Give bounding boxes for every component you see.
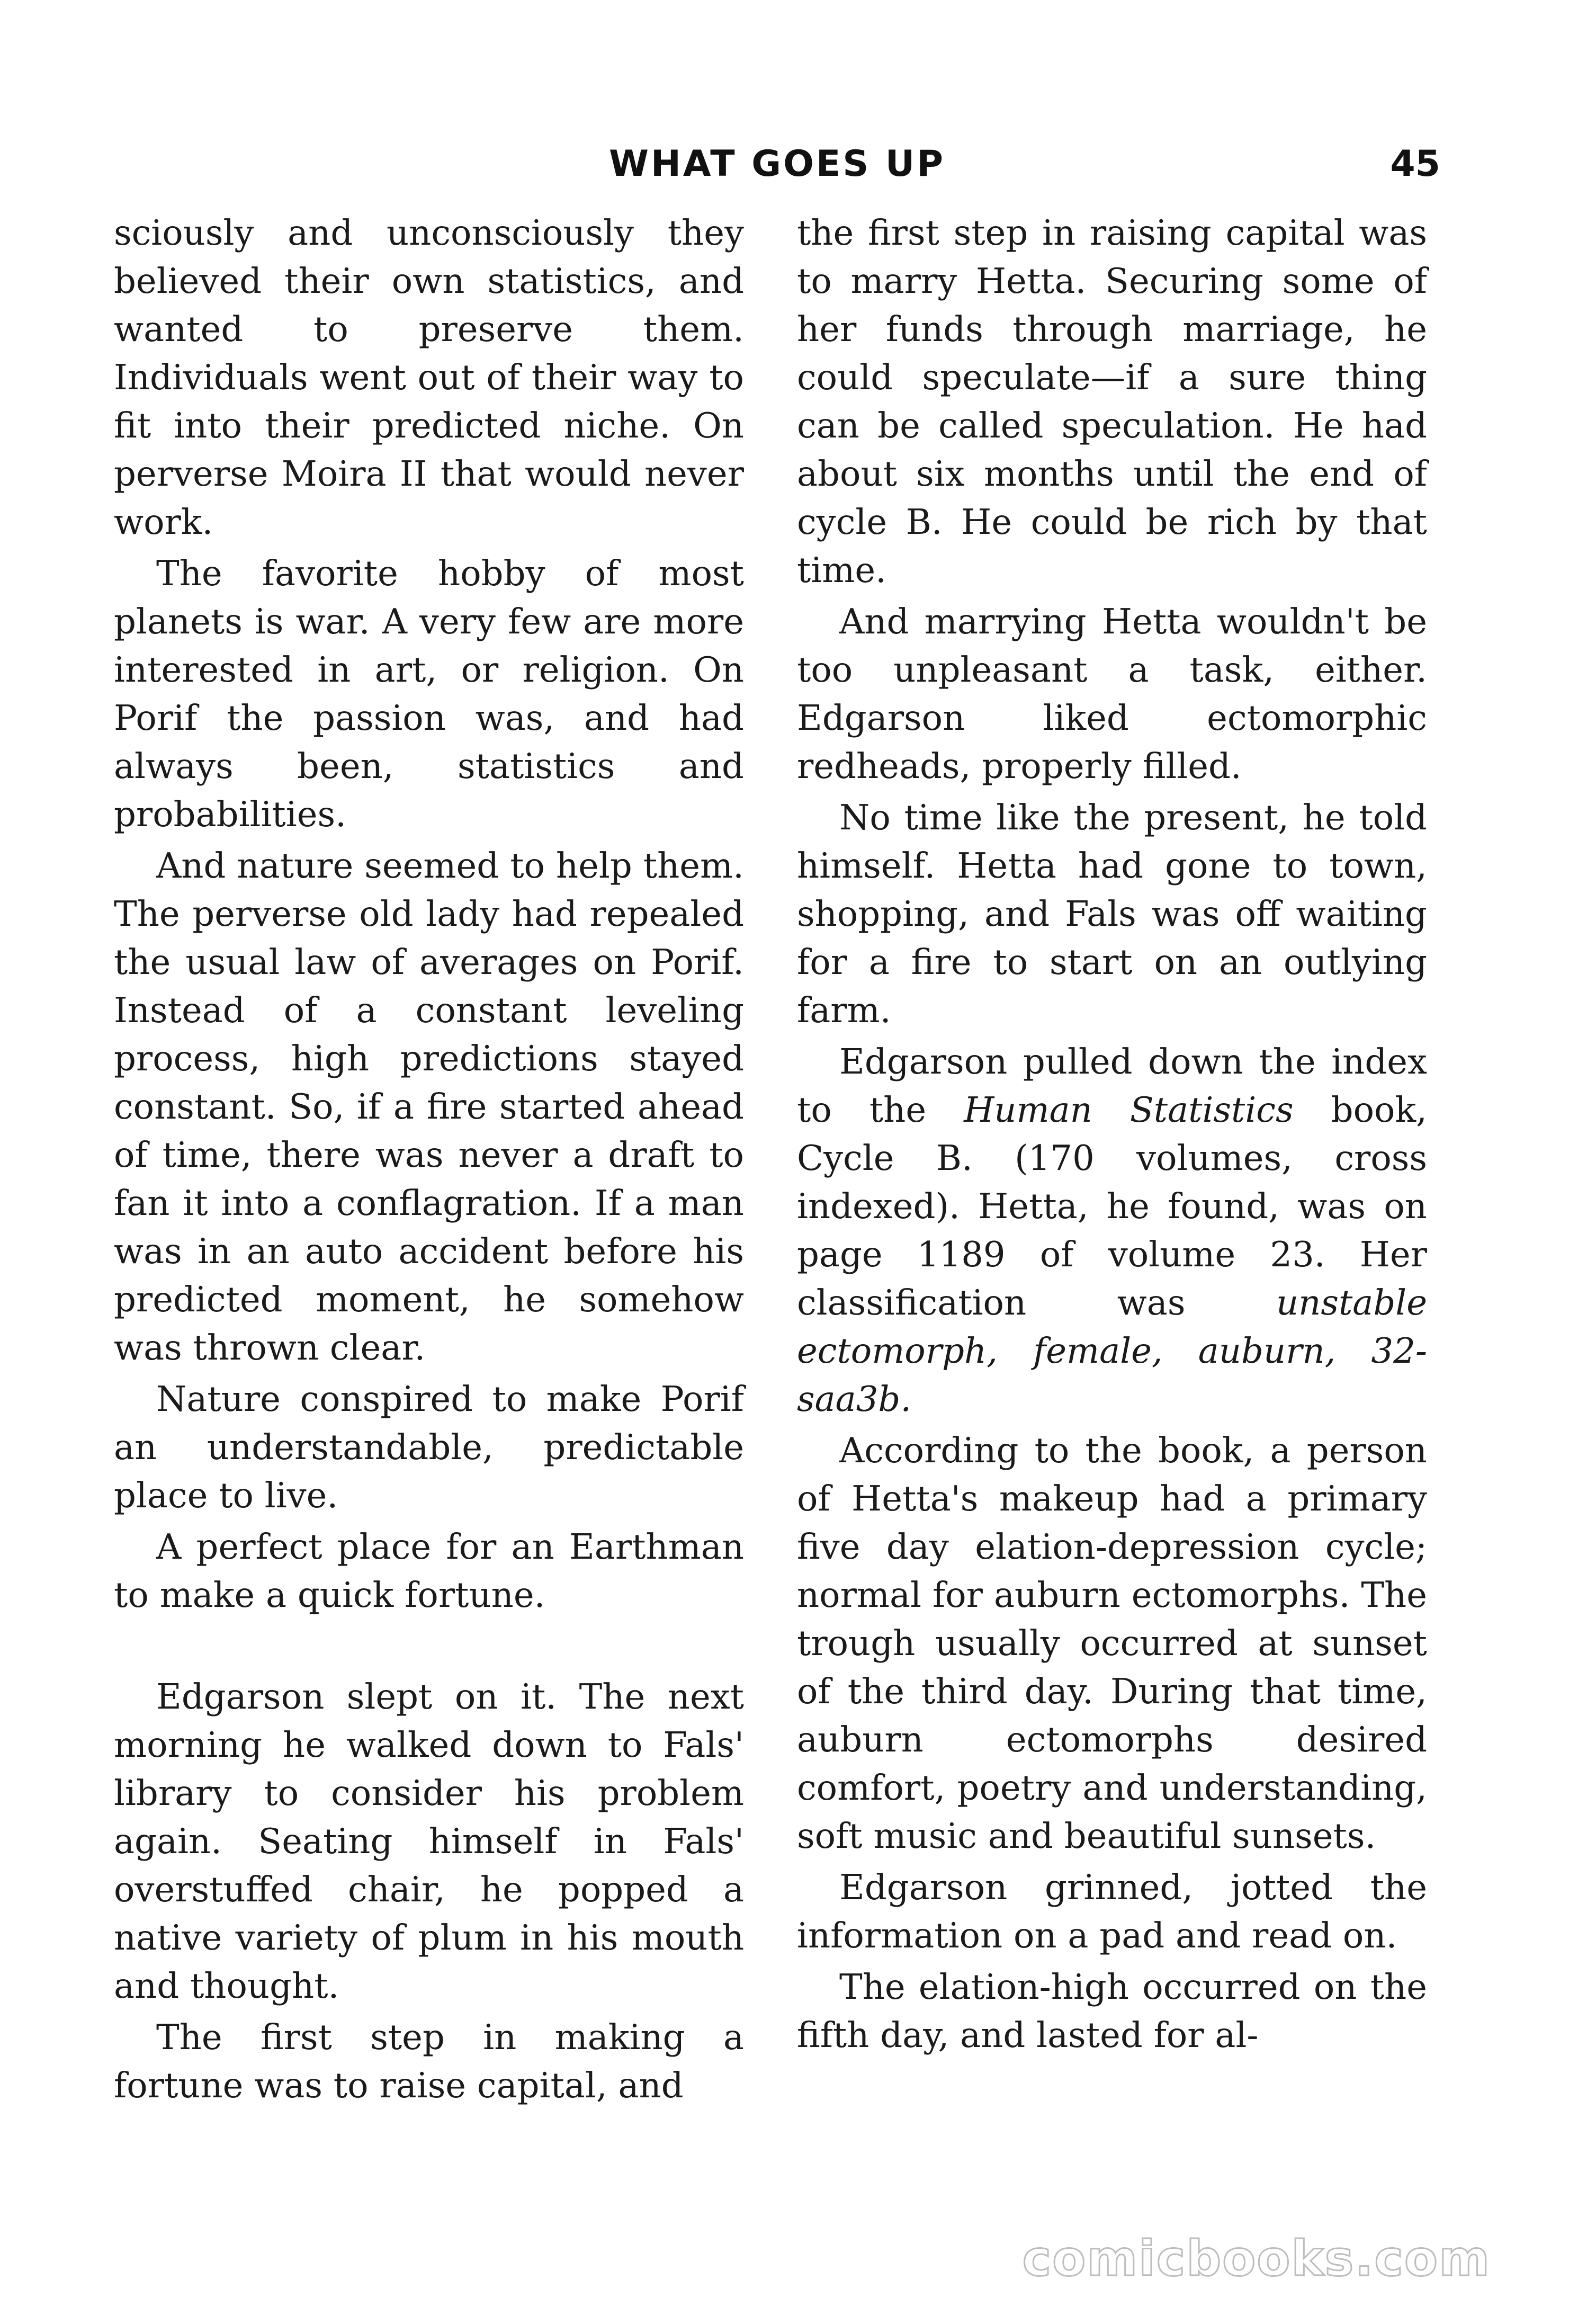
classification-text: unstable ectomorph, female, auburn, 32-saa3b. bbox=[797, 1283, 1427, 1419]
paragraph: And nature seemed to help them. The perverse old lady had repealed the usual law of averages on Porif. Instead of a constant leveling process, high predictions stayed constant. So, if a fire started ahead of time, there was never a draft to fan it into a conflagration. If a man was in an auto accident before his predicted moment, he somehow was thrown clear. bbox=[114, 846, 744, 1368]
paragraph: the first step in raising capital was to marry Hetta. Securing some of her funds through marriage, he could speculate—if a sure thing can be called speculation. He had about six months until the end of cycle B. He could be rich by that time. bbox=[797, 213, 1427, 591]
running-head: WHAT GOES UP bbox=[608, 143, 946, 185]
paragraph: No time like the present, he told himself. Hetta had gone to town, shopping, and Fals was off waiting for a fire to start on an outlying farm. bbox=[797, 798, 1427, 1031]
paragraph: The favorite hobby of most planets is war. A very few are more interested in art, or religion. On Porif the passion was, and had always been, statistics and probabilities. bbox=[114, 553, 744, 835]
text-run: book, Cycle B. (170 volumes, cross indexed). Hetta, he found, was on page 1189 of volume 23. Her classification was bbox=[797, 1090, 1427, 1323]
paragraph: Edgarson grinned, jotted the information on a pad and read on. bbox=[797, 1867, 1427, 1956]
left-column bbox=[114, 209, 744, 2113]
paragraph: A perfect place for an Earthman to make a quick fortune. bbox=[114, 1527, 744, 1615]
right-column bbox=[797, 209, 1427, 2063]
paragraph: Nature conspired to make Porif an understandable, predictable place to live. bbox=[114, 1379, 744, 1516]
text-run: Edgarson pulled down the index to the bbox=[797, 1042, 1427, 1130]
section-break bbox=[114, 1623, 744, 1673]
watermark-logo: comicbooks.com bbox=[1022, 2230, 1491, 2287]
paragraph: sciously and unconsciously they believed their own statistics, and wanted to preserve them. Individuals went out of their way to fit into their predicted niche. On perverse Moira II that would never work. bbox=[114, 213, 744, 542]
page-header bbox=[114, 143, 1440, 196]
paragraph: The elation-high occurred on the fifth day, and lasted for al- bbox=[797, 1967, 1427, 2055]
paragraph bbox=[797, 1038, 1427, 1424]
paragraph: The first step in making a fortune was to raise capital, and bbox=[114, 2017, 744, 2106]
paragraph: And marrying Hetta wouldn't be too unpleasant a task, either. Edgarson liked ectomorphic redheads, properly filled. bbox=[797, 602, 1427, 786]
paragraph: Edgarson slept on it. The next morning he walked down to Fals' library to consider his problem again. Seating himself in Fals' overstuffed chair, he popped a native variety of plum in his mouth and thought. bbox=[114, 1677, 744, 2006]
paragraph: According to the book, a person of Hetta's makeup had a primary five day elation-depression cycle; normal for auburn ectomorphs. The trough usually occurred at sunset of the third day. During that time, auburn ectomorphs desired comfort, poetry and understanding, soft music and beautiful sunsets. bbox=[797, 1431, 1427, 1856]
page-number: 45 bbox=[1390, 143, 1440, 185]
book-title: Human Statistics bbox=[964, 1090, 1294, 1130]
